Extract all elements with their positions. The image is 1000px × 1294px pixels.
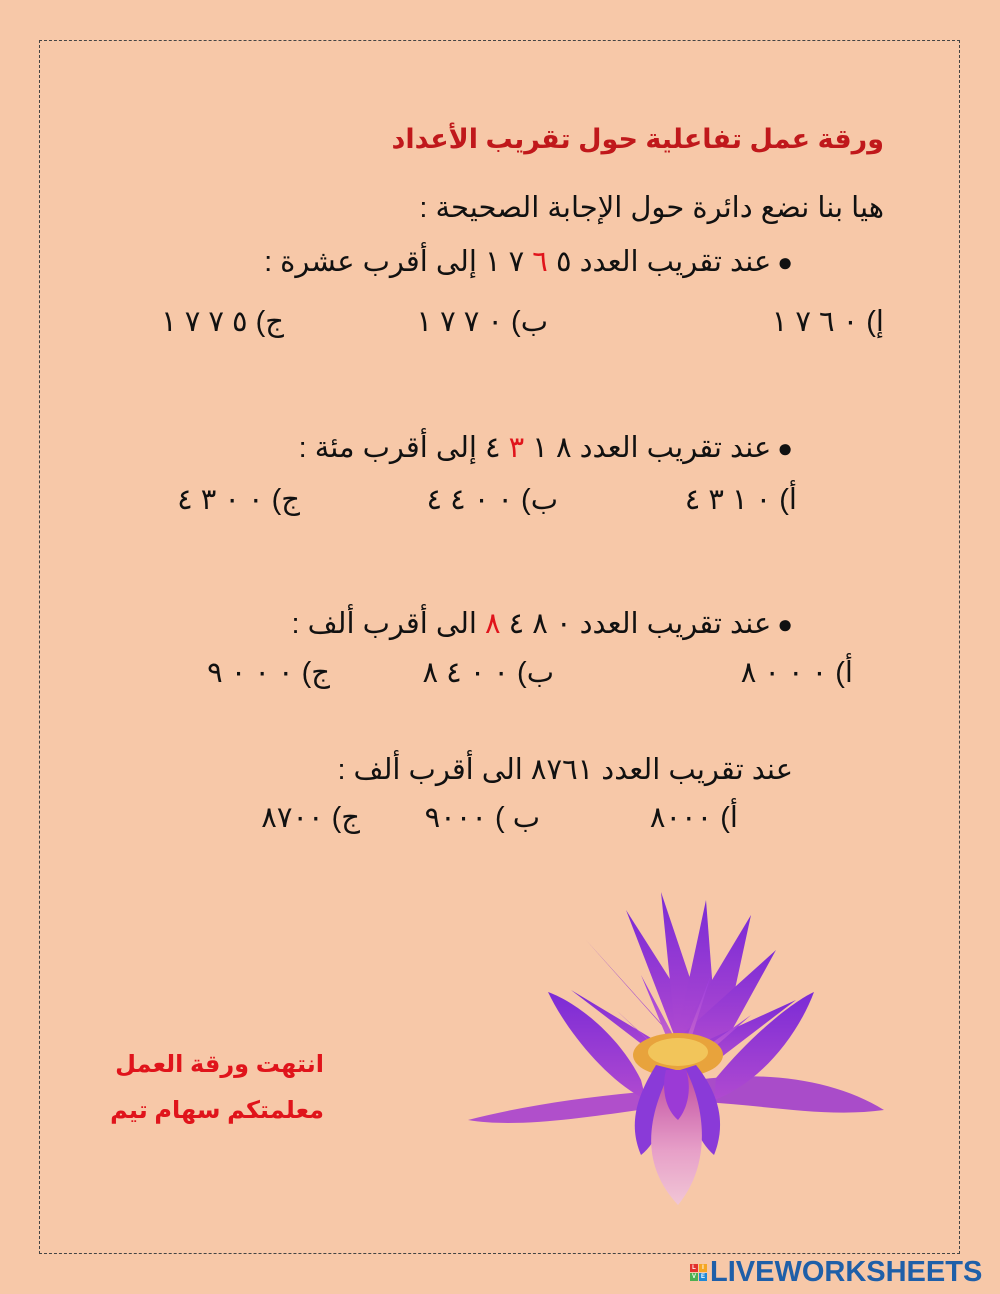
option-a[interactable]: أ) ٨٠٠٠ xyxy=(649,802,738,834)
question-4-options xyxy=(0,800,1000,840)
question-2-options xyxy=(0,482,1000,522)
option-b[interactable]: ب) ٠ ٠ ٤ ٤ xyxy=(426,484,558,516)
question-1-options xyxy=(0,304,1000,344)
option-c[interactable]: ج) ٠ ٠ ٠ ٩ xyxy=(207,657,330,689)
option-b[interactable]: ب) ٠ ٠ ٤ ٨ xyxy=(422,657,554,689)
highlight-digit: ٨ xyxy=(485,608,501,640)
option-c[interactable]: ج) ٠ ٠ ٣ ٤ xyxy=(177,484,300,516)
instruction-text: هيا بنا نضع دائرة حول الإجابة الصحيحة : xyxy=(419,192,884,224)
brand-name: LIVEWORKSHEETS xyxy=(710,1256,983,1288)
worksheet-title: ورقة عمل تفاعلية حول تقريب الأعداد xyxy=(391,124,884,154)
highlight-digit: ٣ xyxy=(508,432,525,464)
lotus-flower-image xyxy=(466,880,886,1210)
footer-line-1: انتهت ورقة العمل xyxy=(115,1051,324,1078)
option-c[interactable]: ج) ٥ ٧ ٧ ١ xyxy=(161,306,284,338)
option-a[interactable]: أ) ٠ ١ ٣ ٤ xyxy=(684,484,797,516)
option-a[interactable]: أ) ٠ ٠ ٠ ٨ xyxy=(740,657,853,689)
highlight-digit: ٦ xyxy=(532,246,548,278)
question-3-options xyxy=(0,655,1000,695)
bullet-icon: ● xyxy=(777,609,793,639)
liveworksheets-logo-icon: L I V E xyxy=(691,1265,705,1280)
question-4: عند تقريب العدد ٨٧٦١ الى أقرب ألف : xyxy=(337,754,793,786)
option-c[interactable]: ج) ٨٧٠٠ xyxy=(261,802,360,834)
footer-line-2: معلمتكم سهام تيم xyxy=(110,1097,324,1124)
liveworksheets-brand[interactable] xyxy=(690,1256,982,1289)
option-a[interactable]: إ) ٠ ٦ ٧ ١ xyxy=(771,306,884,338)
bullet-icon: ● xyxy=(777,433,793,463)
option-b[interactable]: ب ) ٩٠٠٠ xyxy=(424,802,540,834)
question-3: ●عند تقريب العدد ٠ ٨ ٤ ٨ الى أقرب ألف : xyxy=(291,608,793,640)
option-b[interactable]: ب) ٠ ٧ ٧ ١ xyxy=(416,306,548,338)
bullet-icon: ● xyxy=(777,247,793,277)
question-2: ●عند تقريب العدد ٨ ١ ٣ ٤ إلى أقرب مئة : xyxy=(298,432,793,464)
question-1: ●عند تقريب العدد ٥ ٦ ٧ ١ إلى أقرب عشرة : xyxy=(264,246,793,278)
